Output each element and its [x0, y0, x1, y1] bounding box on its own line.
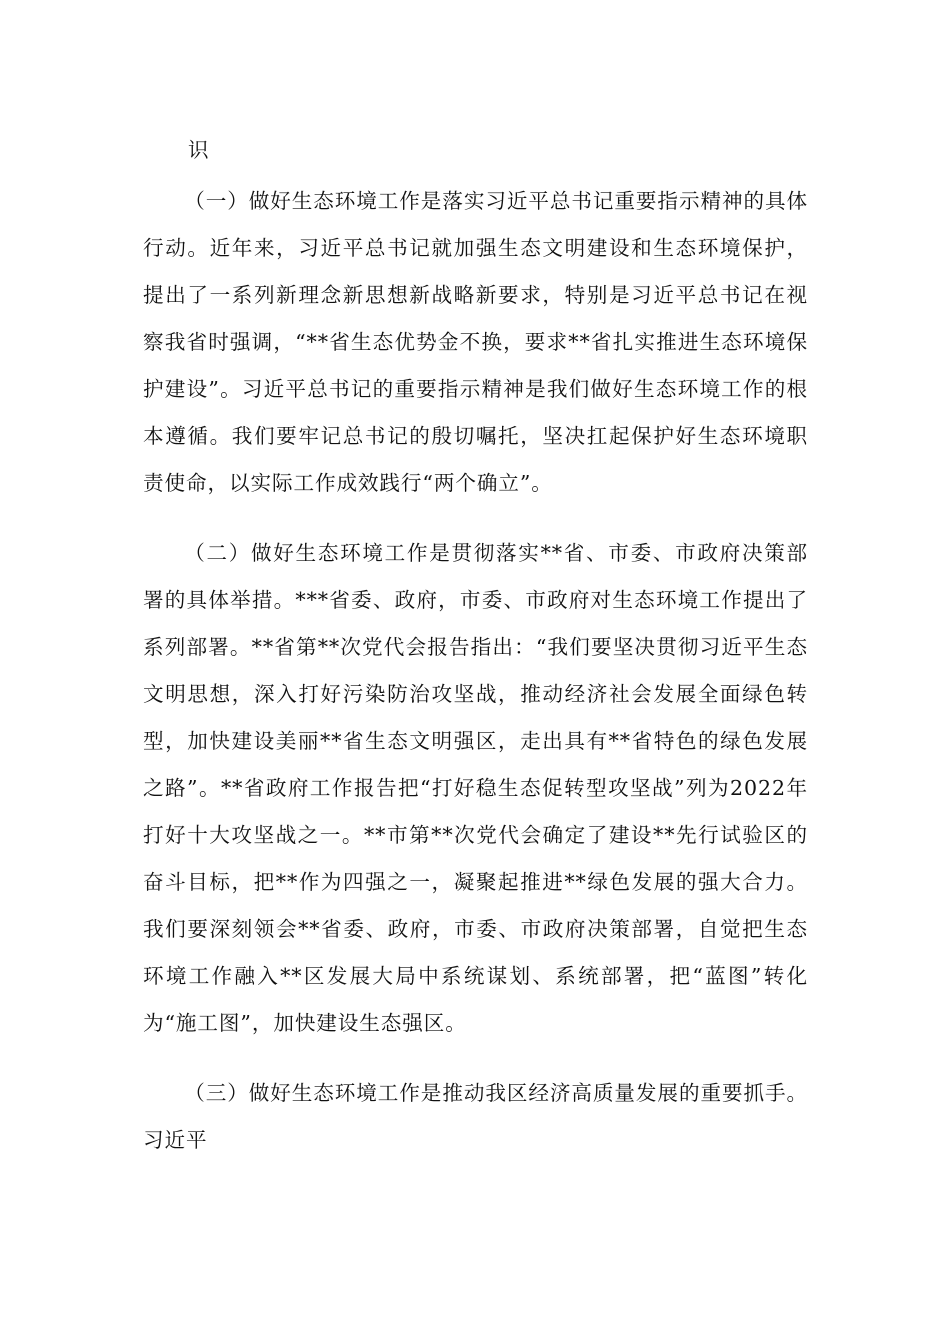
paragraph-1	[143, 178, 808, 507]
heading-fragment: 识	[188, 138, 210, 162]
paragraph-2	[143, 530, 808, 1047]
paragraph-1-text: （一）做好生态环境工作是落实习近平总书记重要指示精神的具体行动。近年来，习近平总书记就加强生态文明建设和生态环境保护，提出了一系列新理念新思想新战略新要求，特别是习近平总书记在视察我省时强调，“**省生态优势金不换，要求**省扎实推进生态环境保护建设”。习近平总书记的重要指示精神是我们做好生态环境工作的根本遵循。我们要牢记总书记的殷切嘱托，坚决扛起保护好生态环境职责使命，以实际工作成效践行“两个确立”。	[143, 189, 808, 495]
paragraph-3-text: （三）做好生态环境工作是推动我区经济高质量发展的重要抓手。习近平	[143, 1081, 808, 1152]
paragraph-2-text: （二）做好生态环境工作是贯彻落实**省、市委、市政府决策部署的具体举措。***省委、政府，市委、市政府对生态环境工作提出了系列部署。**省第**次党代会报告指出：“我们要坚决贯彻习近平生态文明思想，深入打好污染防治攻坚战，推动经济社会发展全面绿色转型，加快建设美丽**省生态文明强区，走出具有**省特色的绿色发展之路”。**省政府工作报告把“打好稳生态促转型攻坚战”列为2022年打好十大攻坚战之一。**市第**次党代会确定了建设**先行试验区的奋斗目标，把**作为四强之一，凝聚起推进**绿色发展的强大合力。我们要深刻领会**省委、政府，市委、市政府决策部署，自觉把生态环境工作融入**区发展大局中系统谋划、系统部署，把“蓝图”转化为“施工图”，加快建设生态强区。	[143, 541, 808, 1035]
paragraph-3	[143, 1070, 808, 1164]
